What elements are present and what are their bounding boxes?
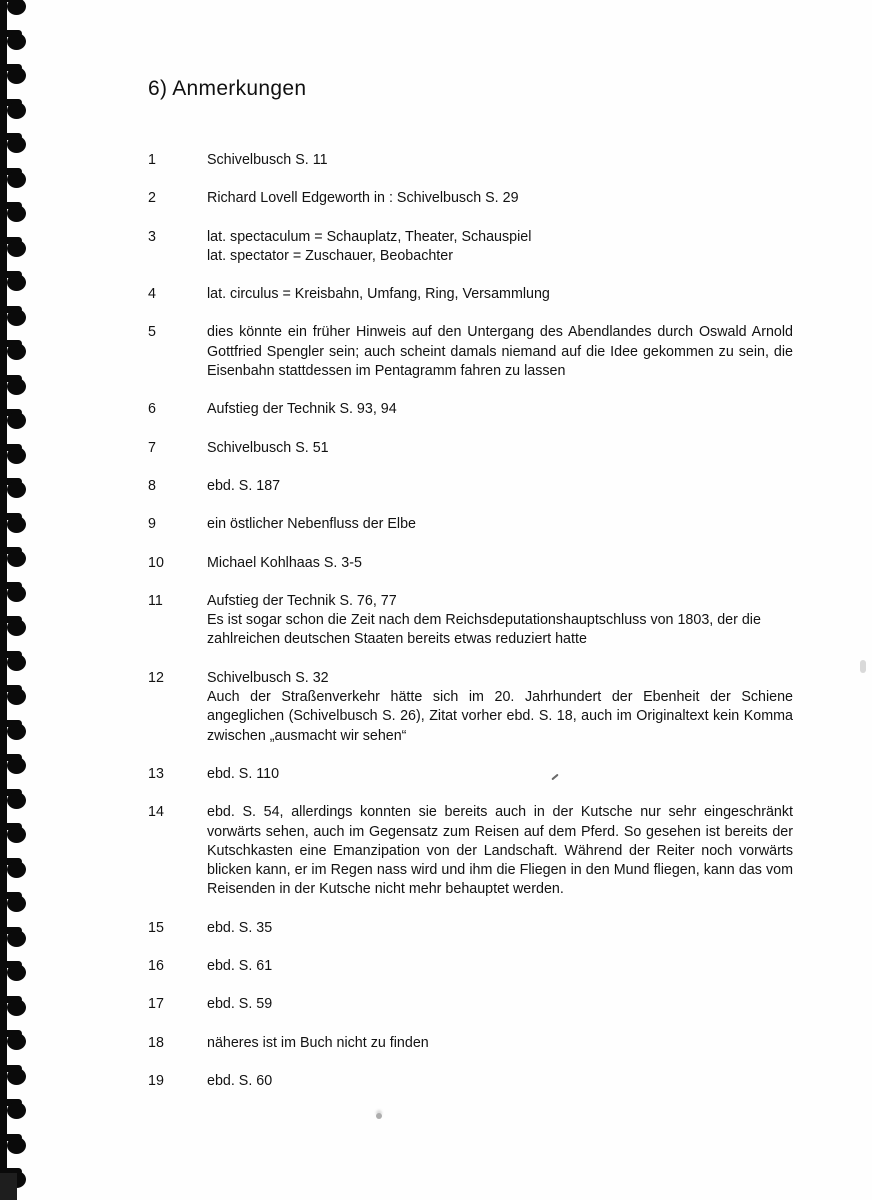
- binding-loop-knob: [7, 33, 26, 50]
- binding-loop-knob: [7, 619, 26, 636]
- binding-loop-knob: [7, 102, 26, 119]
- footnote-line: ebd. S. 54, allerdings konnten sie bereits auch in der Kutsche nur sehr eingeschränkt vorwärts sehen, auch im Gegensatz zum Reisen auf dem Pferd. So gesehen ist bereits der Kutschkasten eine Emanzipation von der Landschaft. Während der Reiter noch vorwärts blicken kann, er im Regen nass wird und ihm die Fliegen in den Mund fliegen, kann das vom Reisenden in der Kutsche nicht mehr behauptet werden.: [207, 804, 793, 898]
- binding-loop: [0, 94, 30, 128]
- footnote-text: [207, 592, 793, 650]
- binding-loop: [0, 542, 30, 576]
- binding-loop-knob: [7, 550, 26, 567]
- footnote-line: Schivelbusch S. 32: [207, 669, 329, 686]
- binding-loop: [0, 232, 30, 266]
- binding-loop-knob: [7, 757, 26, 774]
- footnote-row: [148, 400, 798, 419]
- binding-loop-knob: [7, 136, 26, 153]
- footnote-line: Richard Lovell Edgeworth in : Schivelbusch S. 29: [207, 190, 519, 207]
- footnote-number: 15: [148, 919, 164, 936]
- binding-loop: [0, 1094, 30, 1128]
- binding-loop: [0, 991, 30, 1025]
- page-content: [148, 77, 798, 1110]
- binding-loop: [0, 25, 30, 59]
- footnote-row: [148, 151, 798, 170]
- page-title: 6) Anmerkungen: [148, 77, 307, 100]
- footnote-line: ein östlicher Nebenfluss der Elbe: [207, 516, 417, 533]
- binding-loop-knob: [7, 688, 26, 705]
- footnote-row: [148, 765, 798, 784]
- binding-loop: [0, 853, 30, 887]
- binding-loop-knob: [7, 274, 26, 291]
- scan-artifact: [376, 1113, 382, 1119]
- binding-loop: [0, 128, 30, 162]
- binding-loop-knob: [7, 585, 26, 602]
- footnote-line: dies könnte ein früher Hinweis auf den Untergang des Abendlandes durch Oswald Arnold Gottfried Spengler sein; auch scheint damals niemand auf die Idee gekommen zu sein, die Eisenbahn stattdessen im Pentagramm fahren zu lassen: [207, 324, 793, 380]
- footnote-number: 7: [148, 439, 156, 456]
- footnote-row: [148, 592, 798, 650]
- binding-loop: [0, 1060, 30, 1094]
- footnote-text: [207, 554, 793, 573]
- footnote-number: 3: [148, 228, 156, 245]
- binding-loop: [0, 956, 30, 990]
- binding-loop: [0, 922, 30, 956]
- binding-loop-knob: [7, 447, 26, 464]
- footnote-line: Aufstieg der Technik S. 76, 77: [207, 592, 397, 609]
- footnote-text: [207, 1034, 793, 1053]
- binding-loop: [0, 335, 30, 369]
- footnote-text: [207, 323, 793, 381]
- footnote-text: [207, 765, 793, 784]
- binding-loop: [0, 266, 30, 300]
- footnote-row: [148, 228, 798, 267]
- footnote-line: lat. spectaculum = Schauplatz, Theater, Schauspiel: [207, 228, 532, 245]
- binding-loop-knob: [7, 205, 26, 222]
- footnote-row: [148, 957, 798, 976]
- page-corner-shadow: [0, 1173, 17, 1200]
- footnote-number: 6: [148, 401, 156, 418]
- binding-loop-knob: [7, 826, 26, 843]
- footnote-row: [148, 285, 798, 304]
- footnote-number: 12: [148, 669, 164, 686]
- binding-loop: [0, 370, 30, 404]
- binding-loop: [0, 59, 30, 93]
- footnote-number: 16: [148, 958, 164, 975]
- binding-loop-knob: [7, 964, 26, 981]
- footnote-line: Aufstieg der Technik S. 93, 94: [207, 401, 397, 418]
- footnote-row: [148, 1072, 798, 1091]
- footnote-number: 19: [148, 1072, 164, 1089]
- footnote-text: [207, 285, 793, 304]
- binding-loop: [0, 784, 30, 818]
- footnote-number: 11: [148, 592, 163, 609]
- footnote-number: 5: [148, 324, 156, 341]
- footnote-line: Schivelbusch S. 11: [207, 152, 328, 168]
- footnote-text: [207, 995, 793, 1014]
- footnote-number: 17: [148, 996, 164, 1013]
- binding-loop-knob: [7, 516, 26, 533]
- footnote-line: lat. circulus = Kreisbahn, Umfang, Ring, Versammlung: [207, 286, 550, 303]
- binding-loop-knob: [7, 481, 26, 498]
- binding-loop-knob: [7, 1102, 26, 1119]
- binding-loop: [0, 818, 30, 852]
- binding-loop-knob: [7, 930, 26, 947]
- footnote-row: [148, 323, 798, 381]
- footnote-text: [207, 1072, 793, 1091]
- binding-loop-knob: [7, 378, 26, 395]
- footnote-line: Michael Kohlhaas S. 3-5: [207, 554, 362, 571]
- binding-loop: [0, 1129, 30, 1163]
- footnote-text: [207, 439, 793, 458]
- footnote-number: 14: [148, 804, 164, 821]
- binding-loop-knob: [7, 1068, 26, 1085]
- binding-loop: [0, 404, 30, 438]
- footnote-line: ebd. S. 61: [207, 958, 273, 975]
- footnote-line: ebd. S. 110: [207, 765, 280, 782]
- footnote-text: [207, 400, 793, 419]
- scan-artifact: [860, 660, 866, 673]
- binding-loop-knob: [7, 723, 26, 740]
- binding-loop-knob: [7, 1033, 26, 1050]
- binding-loop-knob: [7, 309, 26, 326]
- binding-loop: [0, 1025, 30, 1059]
- footnote-text: [207, 803, 793, 899]
- footnote-text: [207, 957, 793, 976]
- footnote-number: 13: [148, 765, 164, 782]
- footnote-text: [207, 477, 793, 496]
- footnote-line: ebd. S. 35: [207, 919, 273, 936]
- binding-loop: [0, 197, 30, 231]
- binding-loop: [0, 577, 30, 611]
- binding-loop: [0, 508, 30, 542]
- footnote-line: Schivelbusch S. 51: [207, 439, 329, 456]
- binding-loop: [0, 749, 30, 783]
- footnote-line: ebd. S. 187: [207, 477, 281, 494]
- binding-loop: [0, 0, 30, 24]
- footnote-number: 18: [148, 1034, 164, 1051]
- footnote-line: lat. spectator = Zuschauer, Beobachter: [207, 247, 453, 264]
- footnote-row: [148, 919, 798, 938]
- footnote-line: ebd. S. 59: [207, 996, 273, 1013]
- footnote-text: [207, 919, 793, 938]
- binding-loop: [0, 680, 30, 714]
- footnote-text: [207, 151, 793, 170]
- footnote-row: [148, 439, 798, 458]
- footnote-text: [207, 228, 793, 267]
- binding-loop: [0, 646, 30, 680]
- footnote-row: [148, 803, 798, 899]
- footnote-row: [148, 189, 798, 208]
- binding-loop-knob: [7, 0, 26, 15]
- binding-loop-knob: [7, 861, 26, 878]
- binding-loop-knob: [7, 999, 26, 1016]
- footnote-row: [148, 477, 798, 496]
- binding-loop-knob: [7, 67, 26, 84]
- footnote-number: 4: [148, 286, 156, 303]
- footnote-text: [207, 189, 793, 208]
- binding-loop: [0, 887, 30, 921]
- binding-loop-knob: [7, 240, 26, 257]
- binding-loop-knob: [7, 171, 26, 188]
- binding-loop-knob: [7, 1137, 26, 1154]
- footnote-text: [207, 515, 793, 534]
- binding-loop: [0, 439, 30, 473]
- footnote-line: näheres ist im Buch nicht zu finden: [207, 1034, 429, 1051]
- binding-loop-knob: [7, 792, 26, 809]
- footnote-row: [148, 554, 798, 573]
- footnote-row: [148, 995, 798, 1014]
- binding-loop-knob: [7, 412, 26, 429]
- binding-loop-knob: [7, 654, 26, 671]
- binding-loop: [0, 715, 30, 749]
- footnote-text: [207, 669, 793, 746]
- binding-loop: [0, 301, 30, 335]
- footnote-number: 10: [148, 554, 164, 571]
- footnote-row: [148, 669, 798, 746]
- binding-loop-knob: [7, 343, 26, 360]
- spiral-binding: [0, 0, 32, 1200]
- footnote-line: ebd. S. 60: [207, 1072, 273, 1089]
- footnote-number: 8: [148, 477, 156, 494]
- footnote-number: 9: [148, 516, 156, 533]
- footnote-row: [148, 1034, 798, 1053]
- binding-loop: [0, 473, 30, 507]
- footnote-row: [148, 515, 798, 534]
- binding-loop: [0, 163, 30, 197]
- footnote-line: Es ist sogar schon die Zeit nach dem Reichsdeputationshauptschluss von 1803, der die zahlreichen deutschen Staaten bereits etwas reduziert hatte: [207, 612, 761, 648]
- footnote-line: Auch der Straßenverkehr hätte sich im 20. Jahrhundert der Ebenheit der Schiene angeglichen (Schivelbusch S. 26), Zitat vorher ebd. S. 18, auch im Originaltext kein Komma zwischen „ausmacht wir sehen“: [207, 689, 793, 744]
- binding-loop: [0, 611, 30, 645]
- footnote-list: [148, 151, 798, 1091]
- footnote-number: 1: [148, 152, 156, 168]
- footnote-number: 2: [148, 190, 156, 207]
- binding-loop-knob: [7, 895, 26, 912]
